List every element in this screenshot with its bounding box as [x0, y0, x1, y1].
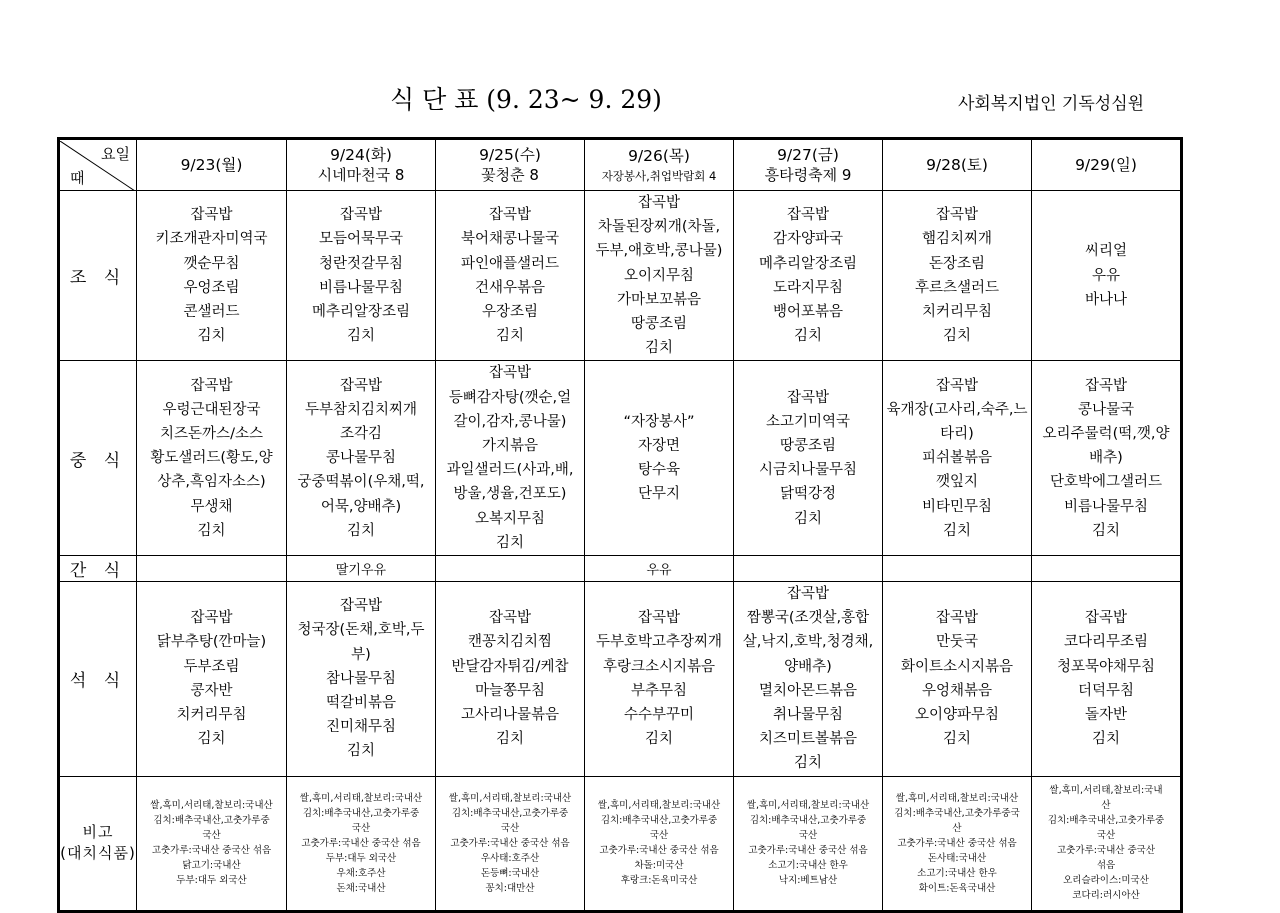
header-row	[59, 139, 1182, 191]
day-date: 9/28(토)	[926, 155, 988, 174]
dish-item: 땅콩조림	[630, 316, 688, 333]
origin-line: 소고기:국내산 한우	[917, 867, 997, 879]
dish-item: 반달감자튀김/케찹	[451, 658, 569, 675]
origin-line: 섞음	[1096, 860, 1116, 872]
origin-line: 산	[952, 822, 962, 834]
dish-item: 두부,애호박,콩나물)	[595, 243, 723, 260]
dish-item: 잡곡밥	[488, 365, 532, 382]
origin-cell	[585, 776, 734, 911]
dish-item: 김치	[346, 328, 375, 345]
day-header	[585, 139, 734, 191]
dish-item: 잡곡밥	[786, 389, 830, 406]
day-event: 자장봉사,취업박람회 4	[601, 168, 717, 183]
dish-item: 치즈미트볼볶음	[758, 731, 858, 748]
dish-item: 오이지무침	[623, 267, 695, 284]
dish-item: 우장조림	[481, 303, 539, 320]
dish-item: 김치	[346, 522, 375, 539]
origin-line: 고춧가루:국내산 중국산 섞음	[599, 845, 719, 857]
origin-line: 우사태:호주산	[480, 852, 540, 864]
menu-cell	[1032, 582, 1182, 777]
dish-item: 메추리알장조림	[311, 303, 411, 320]
dish-item: 어묵,양배추)	[320, 498, 402, 515]
dish-item: 잡곡밥	[637, 195, 681, 211]
origin-line: 국산	[351, 822, 371, 834]
corner-label-day: 요일	[101, 144, 130, 163]
dish-item: 치커리무침	[176, 707, 247, 724]
dish-item: 비타민무침	[921, 498, 993, 515]
origin-line: 돈사태:국내산	[927, 852, 987, 864]
menu-cell	[883, 361, 1032, 556]
dish-item: 키조개관자미역국	[155, 231, 268, 248]
origin-line: 후랑크:돈육미국산	[620, 875, 698, 887]
day-event: 시네마천국 8	[317, 166, 405, 184]
dish-item: 떡갈비볶음	[325, 694, 397, 711]
dish-item: 청란젓갈무침	[318, 255, 404, 272]
dish-item: 잡곡밥	[637, 610, 681, 627]
meal-label-dinner: 석 식	[59, 582, 137, 777]
dish-item: 김치	[197, 328, 226, 345]
origin-line: 화이트:돈육국내산	[918, 882, 996, 894]
dish-item: 부추무침	[630, 682, 688, 699]
meal-label-snack: 간 식	[59, 556, 137, 582]
origin-line: 소고기:국내산 한우	[768, 860, 848, 872]
snack-cell: 우유	[585, 556, 734, 582]
origin-line: 김치:배추국내산,고춧가루중	[302, 807, 420, 819]
dish-item: 무생채	[190, 498, 233, 515]
dish-item: 파인애플샐러드	[460, 255, 560, 272]
dish-item: 단호박에그샐러드	[1049, 474, 1163, 491]
origin-line: 쌀,흑미,서리태,찰보리:국내산	[299, 792, 423, 804]
origin-line: 고춧가루:국내산 중국산 섞음	[897, 837, 1017, 849]
origin-line: 차돌:미국산	[634, 860, 684, 872]
dish-item: 오복지무침	[474, 510, 546, 527]
day-header	[137, 139, 287, 191]
dish-item: 바나나	[1084, 291, 1128, 308]
snack-cell	[734, 556, 883, 582]
dish-item: 황도샐러드(황도,양	[150, 450, 273, 467]
dish-item: 잡곡밥	[488, 207, 532, 224]
weekly-menu-table	[57, 137, 1183, 913]
origin-line: 오리슬라이스:미국산	[1063, 875, 1149, 887]
menu-cell	[436, 191, 585, 361]
menu-cell	[883, 191, 1032, 361]
origin-cell	[1032, 776, 1182, 911]
dish-item: 김치	[197, 731, 226, 748]
dish-item: 소고기미역국	[765, 413, 851, 430]
meal-label-breakfast: 조 식	[59, 191, 137, 361]
day-event: 흥타령축제 9	[764, 166, 852, 184]
dish-item: 김치	[197, 522, 226, 539]
menu-cell	[137, 191, 287, 361]
dish-item: 닭떡강정	[779, 486, 837, 503]
origin-line: 고춧가루:국내산 중국산 섞음	[450, 837, 570, 849]
dish-item: 뱅어포볶음	[772, 303, 844, 320]
origin-line: 김치:배추국내산,고춧가루중	[451, 807, 569, 819]
corner-cell	[59, 139, 137, 191]
dish-item: 후르츠샐러드	[914, 279, 1000, 296]
dish-item: 양배추)	[784, 658, 832, 675]
dish-item: 과일샐러드(사과,배,	[446, 462, 574, 479]
origin-line: 꽁치:대만산	[485, 882, 535, 894]
dish-item: 햄김치찌개	[921, 231, 993, 248]
origin-line: 쌀,흑미,서리태,찰보리:국내산	[597, 800, 721, 812]
origin-cell	[436, 776, 585, 911]
dish-item: 잡곡밥	[190, 377, 233, 394]
origin-line: 고춧가루:국내산 중국산 섞음	[301, 837, 421, 849]
dish-item: 잡곡밥	[1084, 377, 1128, 394]
dish-item: 잡곡밥	[339, 377, 383, 394]
menu-cell	[585, 191, 734, 361]
origin-line: 쌀,흑미,서리태,찰보리:국내산	[746, 800, 870, 812]
dish-item: 콩자반	[190, 682, 233, 699]
origin-line: 고춧가루:국내산 중국산 섞음	[748, 845, 868, 857]
origin-line: 두부:대두 외국산	[176, 875, 247, 887]
origin-line: 국산	[202, 830, 221, 842]
origin-cell	[883, 776, 1032, 911]
dish-item: 김치	[495, 534, 524, 551]
dish-item: 김치	[644, 340, 673, 357]
origin-line: 쌀,흑미,서리태,찰보리:국내산	[448, 792, 572, 804]
dish-item: 타리)	[940, 425, 974, 442]
dish-item: 가지볶음	[481, 438, 539, 455]
origin-line: 쌀,흑미,서리태,찰보리:국내산	[150, 800, 273, 812]
dish-item: 콘샐러드	[183, 303, 240, 320]
dish-item: 두부참치김치찌개	[304, 401, 418, 418]
dish-item: 고사리나물볶음	[460, 707, 560, 724]
menu-cell	[883, 582, 1032, 777]
origin-line: 우채:호주산	[336, 867, 386, 879]
dish-item: 조각김	[339, 425, 383, 442]
origin-line: 두부:대두 외국산	[325, 852, 397, 864]
snack-row	[59, 556, 1182, 582]
dish-item: 더덕무침	[1077, 682, 1135, 699]
dish-item: 궁중떡볶이(우채,떡,	[297, 474, 425, 491]
day-header	[436, 139, 585, 191]
day-header	[734, 139, 883, 191]
dish-item: 잡곡밥	[190, 610, 233, 627]
dish-item: 두부호박고추장찌개	[595, 634, 723, 651]
snack-cell	[436, 556, 585, 582]
dish-item: 잡곡밥	[935, 207, 979, 224]
origin-line: 쌀,흑미,서리태,찰보리:국내	[1049, 785, 1163, 797]
dish-item: 우유	[1091, 267, 1120, 284]
dish-item: 잡곡밥	[190, 207, 233, 224]
dish-item: 깻잎지	[935, 474, 979, 491]
dish-item: 건새우볶음	[474, 279, 546, 296]
dish-item: 시금치나물무침	[758, 462, 858, 479]
dish-item: 콩나물무침	[325, 450, 397, 467]
origin-line: 산	[1101, 800, 1111, 812]
origin-line: 낙지:베트남산	[778, 875, 838, 887]
dish-item: 잡곡밥	[339, 207, 383, 224]
origin-line: 코다리:러시아산	[1072, 890, 1140, 902]
menu-cell	[734, 191, 883, 361]
dish-item: 잡곡밥	[935, 610, 979, 627]
dish-item: 갈이,감자,콩나물)	[453, 413, 567, 430]
origin-line: 국산	[1096, 830, 1116, 842]
dish-item: 우엉채볶음	[921, 682, 993, 699]
dish-item: 김치	[942, 328, 971, 345]
dish-item: 코다리무조림	[1063, 634, 1149, 651]
menu-cell	[137, 361, 287, 556]
dish-item: 씨리얼	[1084, 243, 1128, 260]
lunch-row	[59, 361, 1182, 556]
meal-label-notes	[59, 776, 137, 911]
dish-item: 치커리무침	[921, 303, 993, 320]
origin-line: 돈채:국내산	[336, 882, 386, 894]
dish-item: 닭부추탕(깐마늘)	[156, 634, 267, 651]
snack-cell: 딸기우유	[287, 556, 436, 582]
dish-item: 돈장조림	[928, 255, 986, 272]
day-date: 9/26(목)	[628, 146, 690, 165]
dish-item: 잡곡밥	[786, 207, 830, 224]
dish-item: 비름나물무침	[318, 279, 404, 296]
dish-item: 김치	[346, 743, 375, 760]
origin-line: 쌀,흑미,서리태,찰보리:국내산	[895, 792, 1019, 804]
dish-item: 마늘쫑무침	[474, 682, 546, 699]
dish-item: 콩나물국	[1077, 401, 1135, 418]
menu-cell	[287, 582, 436, 777]
snack-cell	[1032, 556, 1182, 582]
dish-item: 잡곡밥	[488, 610, 532, 627]
dish-item: 차돌된장찌개(차돌,	[597, 219, 721, 236]
dish-item: 등뼈감자탕(깻순,얼	[448, 389, 572, 406]
dish-item: 진미채무침	[325, 719, 397, 736]
dish-item: 김치	[793, 510, 822, 527]
dish-item: 깻순무침	[183, 255, 240, 272]
menu-cell	[436, 361, 585, 556]
menu-cell	[585, 361, 734, 556]
dish-item: “자장봉사”	[623, 413, 695, 430]
dish-item: 김치	[644, 731, 673, 748]
organization-name: 사회복지법인 기독성심원	[958, 94, 1145, 114]
snack-cell	[883, 556, 1032, 582]
dish-item: 잡곡밥	[1084, 610, 1128, 627]
page-title: 식 단 표 (9. 23~ 9. 29)	[390, 85, 662, 114]
menu-cell	[734, 582, 883, 777]
dish-item: 우엉조림	[183, 279, 240, 296]
dish-item: 우렁근대된장국	[162, 401, 261, 418]
menu-cell	[585, 582, 734, 777]
breakfast-row	[59, 191, 1182, 361]
dish-item: 메추리알장조림	[758, 255, 858, 272]
dish-item: 청국장(돈채,호박,두	[297, 622, 425, 639]
origin-line: 김치:배추국내산,고춧가루중국	[894, 807, 1020, 819]
menu-cell	[734, 361, 883, 556]
dish-item: 후랑크소시지볶음	[602, 658, 716, 675]
menu-cell	[1032, 191, 1182, 361]
dish-item: 잡곡밥	[786, 586, 830, 603]
dish-item: 김치	[942, 731, 971, 748]
day-header	[883, 139, 1032, 191]
notes-row	[59, 776, 1182, 911]
dish-item: 화이트소시지볶음	[900, 658, 1014, 675]
dish-item: 방울,생율,건포도)	[453, 486, 567, 503]
dish-item: 김치	[793, 755, 822, 772]
dish-item: 잡곡밥	[339, 598, 383, 615]
dish-item: 탕수육	[637, 462, 681, 479]
origin-line: 국산	[649, 830, 669, 842]
dish-item: 비름나물무침	[1063, 498, 1149, 515]
day-header	[1032, 139, 1182, 191]
notes-supplier: (대치식품)	[60, 844, 136, 863]
day-date: 9/25(수)	[479, 146, 541, 164]
dish-item: 김치	[1091, 522, 1120, 539]
dish-item: 수수부꾸미	[623, 707, 695, 724]
origin-line: 김치:배추국내산,고춧가루중	[600, 815, 718, 827]
dish-item: 짬뽕국(조갯살,홍합	[746, 610, 870, 627]
dish-item: 오리주물럭(떡,깻,양	[1042, 425, 1170, 442]
notes-label: 비고	[82, 823, 114, 842]
dish-item: 김치	[1091, 731, 1120, 748]
menu-cell	[287, 361, 436, 556]
snack-cell	[137, 556, 287, 582]
day-date: 9/23(월)	[180, 155, 243, 174]
origin-line: 고춧가루:국내산 중국산 섞음	[151, 845, 272, 857]
dish-item: 김치	[495, 328, 524, 345]
dish-item: 배추)	[1089, 450, 1123, 467]
day-date: 9/27(금)	[777, 146, 839, 164]
origin-line: 돈등뼈:국내산	[480, 867, 540, 879]
origin-line: 국산	[500, 822, 520, 834]
dish-item: 단무지	[637, 486, 681, 503]
day-event: 꽃청춘 8	[481, 166, 539, 184]
corner-label-meal: 때	[70, 168, 85, 187]
menu-cell	[287, 191, 436, 361]
origin-cell	[287, 776, 436, 911]
dish-item: 상추,흑임자소스)	[157, 474, 266, 491]
dish-item: 돌자반	[1084, 707, 1128, 724]
dish-item: 김치	[793, 328, 822, 345]
dish-item: 멸치아몬드볶음	[758, 682, 858, 699]
dish-item: 치즈돈까스/소스	[160, 425, 263, 442]
dish-item: 감자양파국	[772, 231, 844, 248]
dish-item: 참나물무침	[325, 670, 397, 687]
menu-cell	[436, 582, 585, 777]
dish-item: 부)	[351, 646, 371, 663]
dish-item: 살,낙지,호박,청경채,	[742, 634, 874, 651]
origin-line: 닭고기:국내산	[182, 860, 241, 872]
dish-item: 오이양파무침	[914, 707, 1000, 724]
meal-label-lunch: 중 식	[59, 361, 137, 556]
origin-line: 고춧가루:국내산 중국산	[1057, 845, 1155, 857]
origin-line: 김치:배추국내산,고춧가루중	[749, 815, 867, 827]
origin-line: 국산	[798, 830, 818, 842]
menu-cell	[1032, 361, 1182, 556]
day-date: 9/29(일)	[1075, 155, 1137, 174]
menu-cell	[137, 582, 287, 777]
dish-item: 북어채콩나물국	[460, 231, 560, 248]
dish-item: 자장면	[637, 438, 681, 455]
dish-item: 도라지무침	[772, 279, 844, 296]
day-header	[287, 139, 436, 191]
day-date: 9/24(화)	[330, 146, 392, 164]
dish-item: 김치	[495, 731, 524, 748]
dish-item: 모듬어묵무국	[318, 231, 404, 248]
dish-item: 청포묵야채무침	[1056, 658, 1156, 675]
origin-cell	[734, 776, 883, 911]
dish-item: 캔꽁치김치찜	[467, 634, 553, 651]
dish-item: 땅콩조림	[779, 438, 837, 455]
dish-item: 만둣국	[935, 634, 979, 651]
dish-item: 취나물무침	[772, 707, 844, 724]
dish-item: 육개장(고사리,숙주,느	[886, 401, 1028, 418]
dish-item: 피쉬볼볶음	[921, 450, 993, 467]
dish-item: 가마보꼬볶음	[616, 291, 702, 308]
dinner-row	[59, 582, 1182, 777]
dish-item: 잡곡밥	[935, 377, 979, 394]
dish-item: 두부조림	[183, 658, 240, 675]
origin-line: 김치:배추국내산,고춧가루중	[1047, 815, 1165, 827]
origin-line: 김치:배추국내산,고춧가루중	[153, 815, 270, 827]
dish-item: 김치	[942, 522, 971, 539]
origin-cell	[137, 776, 287, 911]
